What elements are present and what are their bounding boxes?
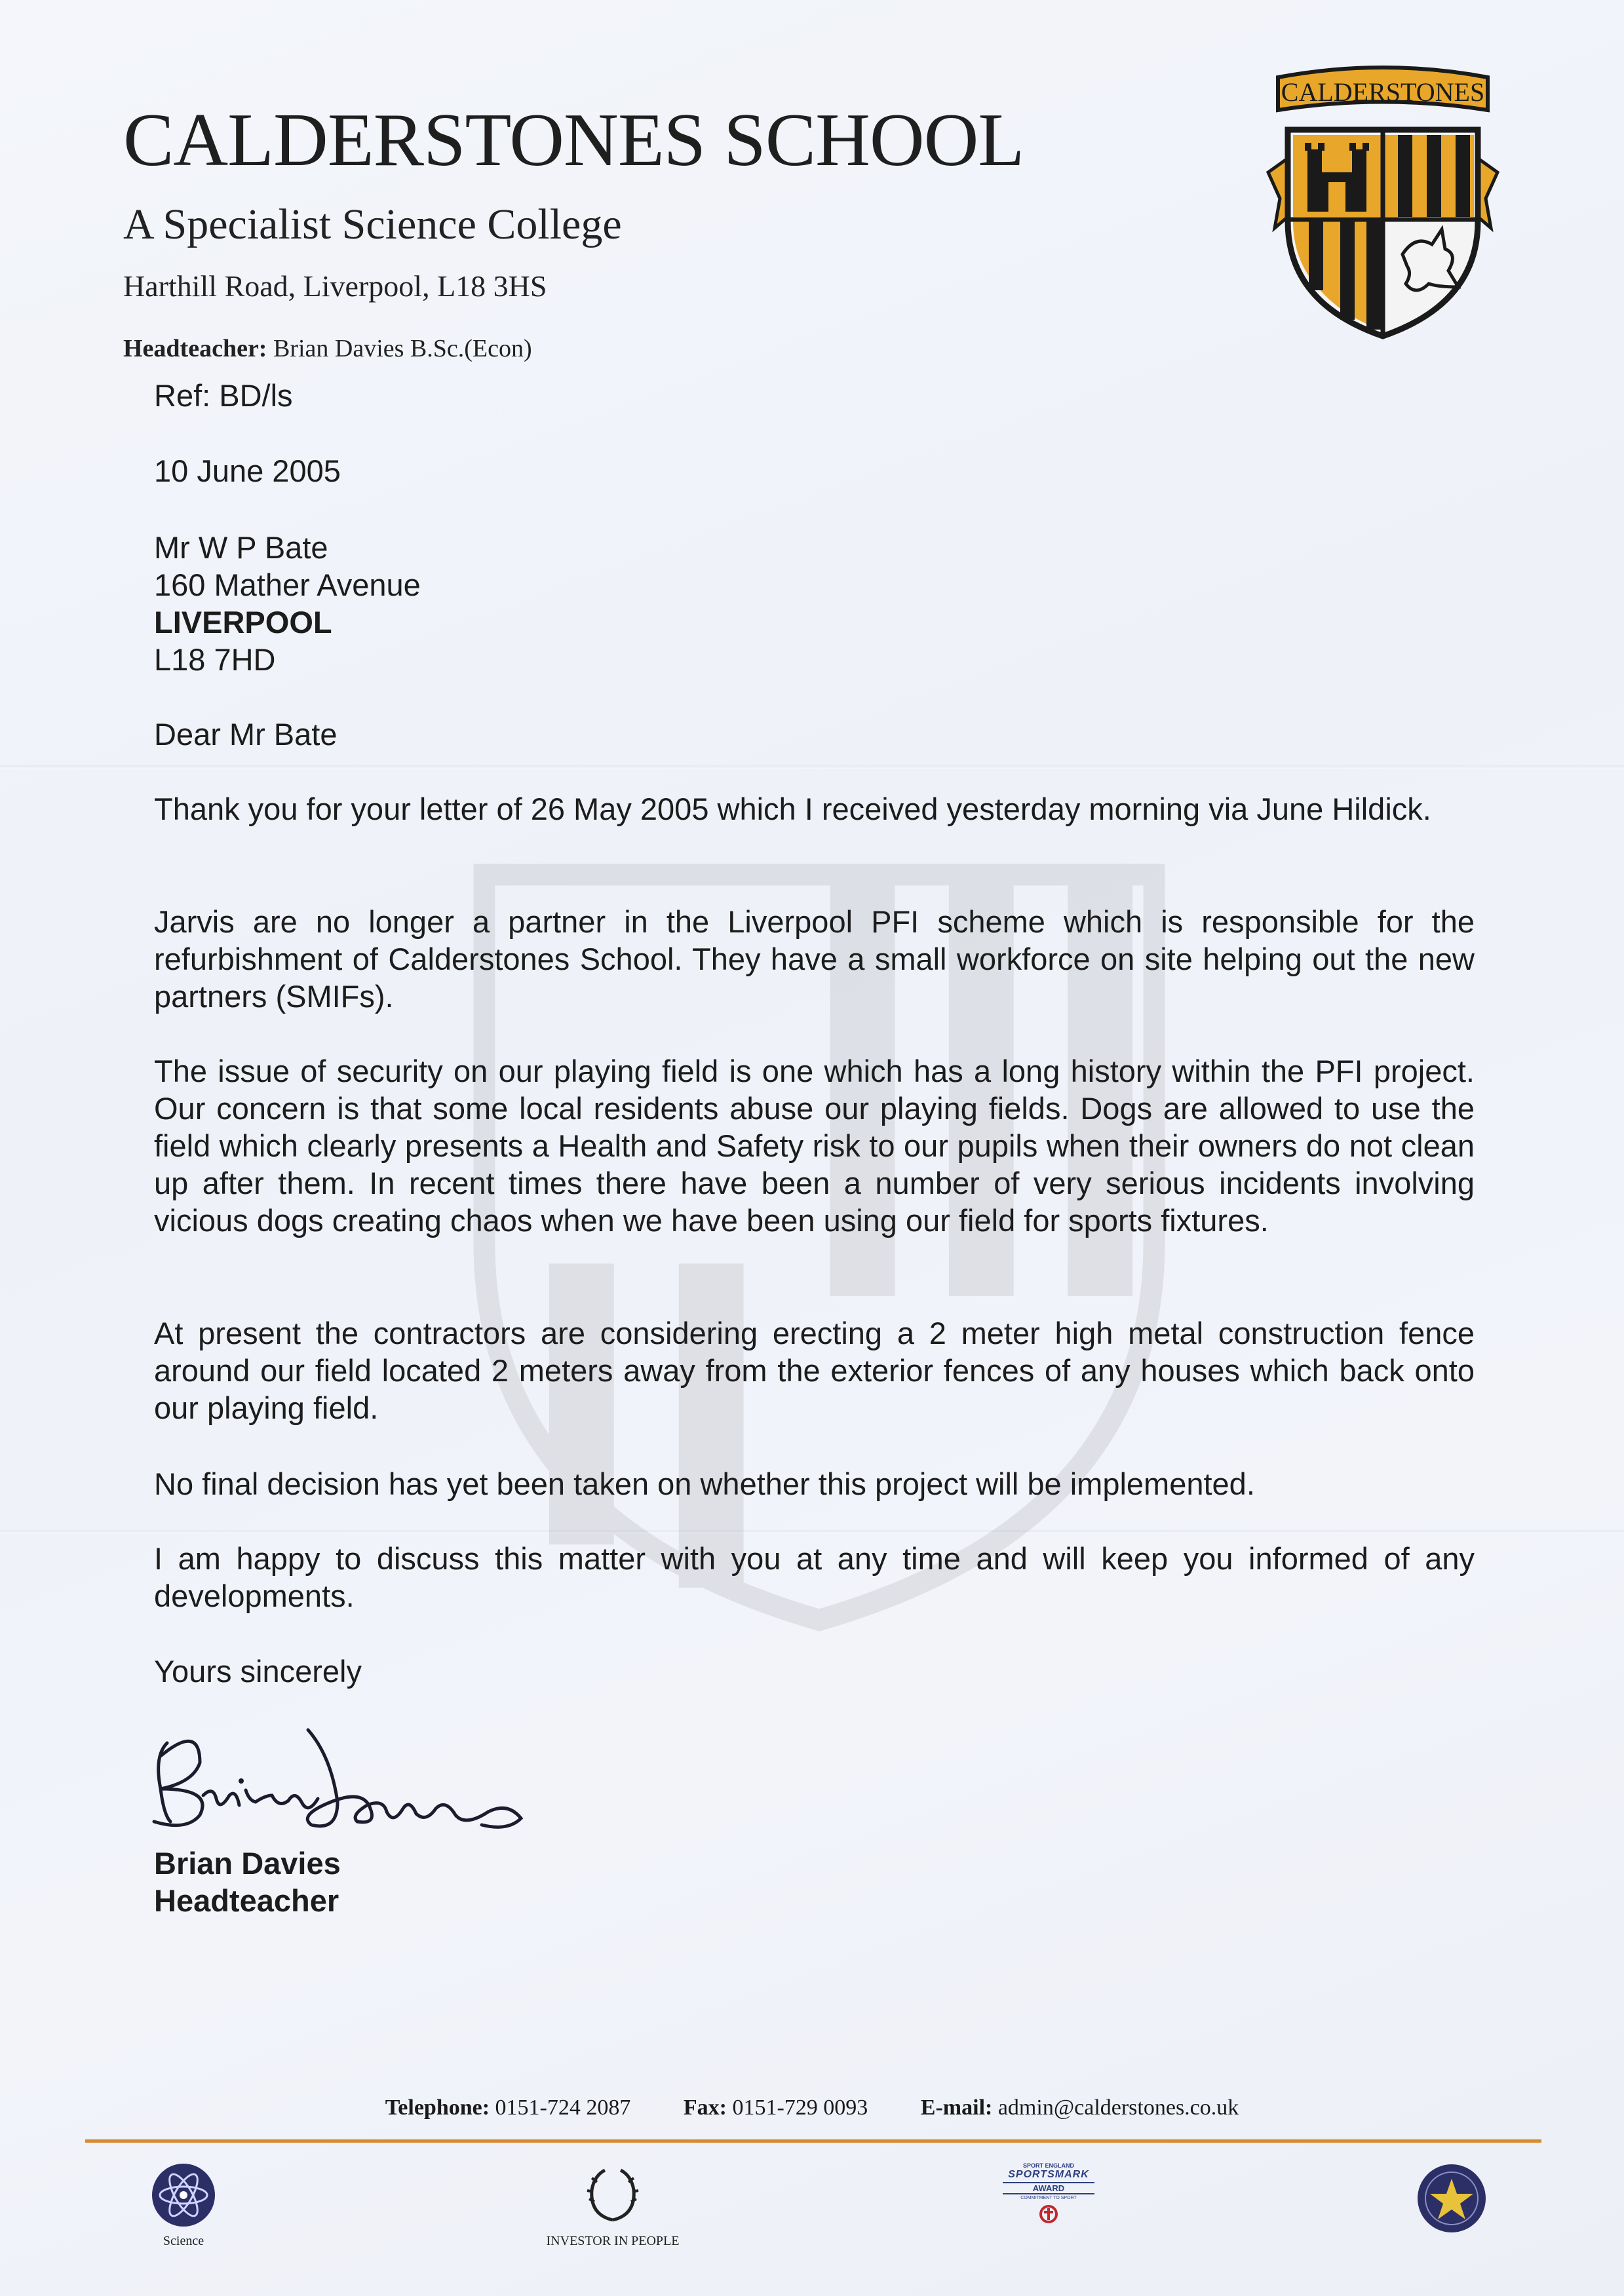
signer-name: Brian Davies — [154, 1846, 341, 1881]
science-caption: Science — [163, 2234, 204, 2248]
sportsmark-award: AWARD — [1003, 2182, 1094, 2194]
sportsmark-main: SPORTSMARK — [1008, 2169, 1089, 2180]
signer-title: Headteacher — [154, 1883, 339, 1918]
iip-caption: INVESTOR IN PEOPLE — [546, 2234, 680, 2248]
atom-icon — [151, 2162, 216, 2228]
school-name: CALDERSTONES SCHOOL — [123, 98, 1024, 182]
recipient-postcode: L18 7HD — [154, 642, 276, 677]
school-subtitle: A Specialist Science College — [123, 201, 622, 248]
body-paragraph: I am happy to discuss this matter with you at any time and will keep you informed of any developments. — [154, 1541, 1475, 1613]
recipient-name: Mr W P Bate — [154, 530, 328, 565]
sportsmark-award-logo — [983, 2162, 1114, 2227]
sportsmark-sub: COMMITMENT TO SPORT — [1020, 2196, 1077, 2200]
recipient-address — [154, 529, 421, 678]
body-paragraph: Thank you for your letter of 26 May 2005 which I received yesterday morning via June Hildick. — [154, 792, 1431, 826]
letter-date: 10 June 2005 — [154, 453, 341, 488]
investor-in-people-logo — [524, 2162, 701, 2249]
recipient-city: LIVERPOOL — [154, 605, 332, 640]
footer-telephone: Telephone: 0151-724 2087 — [385, 2095, 631, 2120]
sportsmark-top: SPORT ENGLAND — [1022, 2162, 1074, 2169]
star-icon — [1416, 2162, 1488, 2234]
salutation: Dear Mr Bate — [154, 717, 338, 752]
school-crest-logo — [1262, 58, 1504, 339]
recipient-street: 160 Mather Avenue — [154, 567, 421, 602]
body-paragraph: The issue of security on our playing field is one which has a long history within the PFI project. Our concern is that some local residents abuse our playing fields. Dogs are allowed to use the field which clearly presents a Health and Safety risk to our pupils when their owners do not clean up after them. In recent times there have been a number of very serious incidents involving vicious dogs creating chaos when we have been using our field for sports fixtures. — [154, 1054, 1475, 1238]
footer-fax: Fax: 0151-729 0093 — [683, 2095, 868, 2120]
body-paragraph: No final decision has yet been taken on whether this project will be implemented. — [154, 1466, 1255, 1501]
signature-block — [154, 1845, 341, 1919]
body-paragraph: At present the contractors are considering erecting a 2 meter high metal construction fence around our field located 2 meters away from the exterior fences of any houses which back onto our playing field. — [154, 1316, 1475, 1425]
body-paragraph: Jarvis are no longer a partner in the Liverpool PFI scheme which is responsible for the refurbishment of Calderstones School. They have a small workforce on site helping out the new partners (SMIFs). — [154, 904, 1475, 1014]
reference: Ref: BD/ls — [154, 378, 293, 413]
headteacher-label: Headteacher: — [123, 335, 267, 362]
star-badge-logo — [1416, 2162, 1488, 2238]
headteacher-line — [123, 334, 532, 363]
footer-email: E-mail: admin@calderstones.co.uk — [920, 2095, 1239, 2120]
school-address: Harthill Road, Liverpool, L18 3HS — [123, 269, 547, 303]
crest-banner-text: CALDERSTONES — [1281, 77, 1485, 107]
handwritten-signature — [141, 1717, 547, 1848]
laurel-wreath-icon — [580, 2162, 646, 2228]
footer-rule — [85, 2139, 1541, 2143]
footer-contact — [0, 2095, 1624, 2120]
closing: Yours sincerely — [154, 1654, 362, 1689]
science-college-logo — [144, 2162, 223, 2249]
sport-england-icon — [1039, 2204, 1058, 2224]
headteacher-name: Brian Davies B.Sc.(Econ) — [273, 335, 532, 362]
